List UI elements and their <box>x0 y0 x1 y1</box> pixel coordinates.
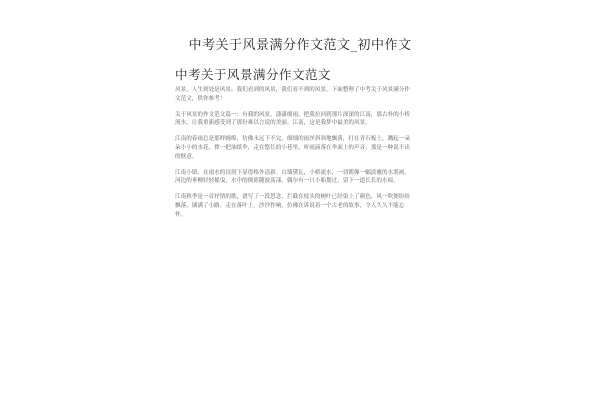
paragraph: 风景，人生到处是风景，我们看到的风景，我们看不到的风景。下面整理了中考关于风景满分作文范文，供你参考！ <box>175 87 410 102</box>
page-title: 中考关于风景满分作文范文_初中作文 <box>188 38 412 53</box>
paragraph: 江南的春雨总是那样缠绵，仿佛永远下不完。细细的雨丝斜斜地飘落，打在青石板上，溅起一朵朵小小的水花。撑一把油纸伞，走在悠长的小巷里，听雨滴落在伞面上的声音，那是一种说不出的惬意。 <box>175 136 410 160</box>
paragraph: 江南小镇，在雨水的浸润下显得格外清新。白墙黛瓦，小桥流水，一切都像一幅淡雅的水墨画。河边的垂柳轻轻摇曳，水中的倒影随波荡漾，偶尔有一只小船划过，留下一道长长的水痕。 <box>175 169 410 185</box>
paragraph: 关于风景的作文范文篇一：有我的风景，潇潇细雨，把我拉回到那片深深的江南，那古朴的小桥流水，让我重新感受到了那份难以言说的美丽。江南，这是我梦中最美的风景。 <box>175 111 410 127</box>
paragraph: 江南秋季是一首抒情的歌，谱写了一段思念，拦截在枝头的树叶已经染上了颜色，风一吹便纷纷飘落，铺满了小路。走在落叶上，沙沙作响，仿佛在诉说着一个古老的故事，令人久久不能忘怀。 <box>175 194 410 218</box>
document-title: 中考关于风景满分作文范文 <box>175 67 332 82</box>
document-body <box>175 86 415 227</box>
